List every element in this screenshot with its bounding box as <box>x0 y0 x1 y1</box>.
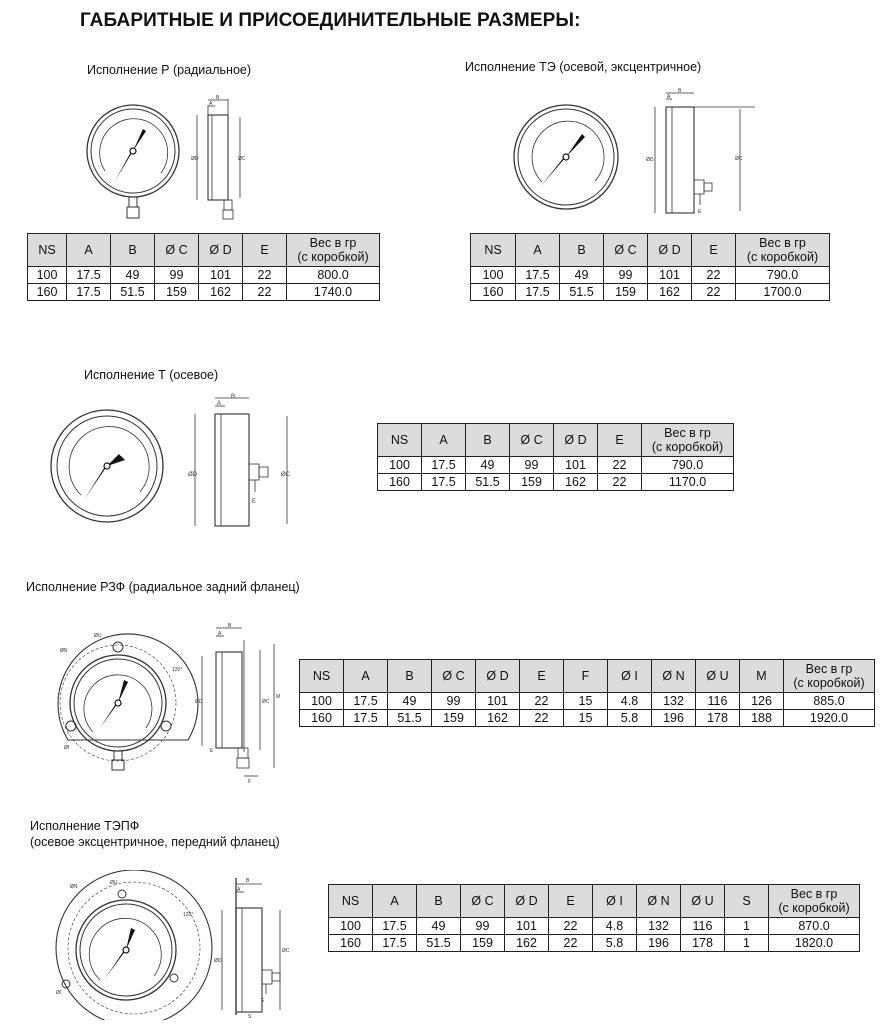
dim-label-i: ØI <box>64 745 70 751</box>
table-cell: 99 <box>432 693 476 710</box>
dim-label-angle: 120° <box>183 912 194 918</box>
table-header-cell: Ø U <box>681 885 725 918</box>
table-header-cell: NS <box>329 885 373 918</box>
table-cell: 99 <box>604 267 648 284</box>
table-cell: 101 <box>554 457 598 474</box>
dim-label-a: A <box>237 887 241 893</box>
table-cell: 22 <box>549 918 593 935</box>
dim-label-a: A <box>217 401 222 407</box>
table-header-cell: B <box>388 660 432 693</box>
dim-label-e: E <box>252 499 257 505</box>
table-cell: 100 <box>28 267 67 284</box>
spec-table-te <box>470 233 830 301</box>
table-cell: 17.5 <box>67 284 111 301</box>
table-cell: 160 <box>471 284 516 301</box>
table-header-cell: M <box>740 660 784 693</box>
table-cell: 159 <box>432 710 476 727</box>
table-cell: 15 <box>564 710 608 727</box>
table-header-row <box>471 234 830 267</box>
table-cell: 159 <box>461 935 505 952</box>
table-cell: 1 <box>725 918 769 935</box>
table-cell: 5.8 <box>593 935 637 952</box>
table-header-cell: Ø C <box>510 424 554 457</box>
table-cell: 17.5 <box>344 710 388 727</box>
dim-label-e: E <box>698 209 702 215</box>
table-cell: 51.5 <box>111 284 155 301</box>
dim-label-b: B <box>231 394 236 400</box>
table-row <box>300 693 875 710</box>
table-cell: 17.5 <box>344 693 388 710</box>
gauge-drawing-front-flange <box>38 870 303 1020</box>
table-cell: 116 <box>696 693 740 710</box>
section-caption-te: Исполнение ТЭ (осевой, эксцентричное) <box>465 60 702 74</box>
page-title: ГАБАРИТНЫЕ И ПРИСОЕДИНИТЕЛЬНЫЕ РАЗМЕРЫ: <box>80 10 581 31</box>
table-header-cell: F <box>564 660 608 693</box>
table-cell: 160 <box>329 935 373 952</box>
table-header-cell: Ø U <box>696 660 740 693</box>
table-header-cell: Ø C <box>432 660 476 693</box>
table-cell: 22 <box>243 284 287 301</box>
table-header-cell: B <box>560 234 604 267</box>
table-header-cell: B <box>466 424 510 457</box>
table-cell: 162 <box>505 935 549 952</box>
table-header-cell: E <box>549 885 593 918</box>
table-cell: 17.5 <box>422 457 466 474</box>
table-cell: 100 <box>329 918 373 935</box>
table-cell: 160 <box>28 284 67 301</box>
table-cell: 196 <box>652 710 696 727</box>
dim-label-d: ØD <box>195 699 203 705</box>
table-cell: 22 <box>520 710 564 727</box>
table-header-cell: E <box>520 660 564 693</box>
table-header-cell: Вес в гр (с коробкой) <box>736 234 830 267</box>
table-header-cell: Ø I <box>608 660 652 693</box>
spec-table-t <box>377 423 734 491</box>
section-caption-t: Исполнение Т (осевое) <box>84 368 219 382</box>
table-header-cell: A <box>373 885 417 918</box>
table-header-cell: Ø C <box>461 885 505 918</box>
table-cell: 162 <box>199 284 243 301</box>
dim-label-d: ØD <box>188 472 197 478</box>
table-cell: 22 <box>243 267 287 284</box>
spec-table-rzf <box>299 659 875 727</box>
table-header-cell: A <box>344 660 388 693</box>
table-row <box>300 710 875 727</box>
table-cell: 162 <box>648 284 692 301</box>
dim-label-c: ØC <box>281 472 290 478</box>
table-cell: 51.5 <box>388 710 432 727</box>
table-cell: 17.5 <box>516 267 560 284</box>
table-row <box>329 935 860 952</box>
table-header-cell: A <box>67 234 111 267</box>
table-cell: 22 <box>520 693 564 710</box>
table-header-cell: S <box>725 885 769 918</box>
table-cell: 5.8 <box>608 710 652 727</box>
dim-label-c: ØC <box>735 156 743 162</box>
dim-label-a: A <box>667 94 671 100</box>
table-header-cell: Вес в гр (с коробкой) <box>769 885 860 918</box>
table-cell: 100 <box>378 457 422 474</box>
dim-label-d: ØD <box>646 157 654 163</box>
gauge-drawing-axial <box>45 392 300 532</box>
dim-label-a: A <box>209 101 213 107</box>
table-cell: 17.5 <box>516 284 560 301</box>
gauge-drawing-radial <box>85 93 245 223</box>
table-cell: 132 <box>652 693 696 710</box>
dim-label-d: ØD <box>214 958 222 964</box>
table-cell: 22 <box>598 457 642 474</box>
dim-label-f: F <box>248 779 252 785</box>
table-cell: 116 <box>681 918 725 935</box>
dim-label-c: ØC <box>262 699 270 705</box>
dim-label-i: ØI <box>56 990 62 996</box>
table-cell: 49 <box>466 457 510 474</box>
dim-label-e: E <box>210 748 214 754</box>
table-cell: 870.0 <box>769 918 860 935</box>
table-cell: 126 <box>740 693 784 710</box>
table-cell: 22 <box>598 474 642 491</box>
dim-label-s: S <box>248 1014 252 1020</box>
table-cell: 4.8 <box>593 918 637 935</box>
table-header-cell: Вес в гр (с коробкой) <box>287 234 380 267</box>
table-cell: 1820.0 <box>769 935 860 952</box>
table-row <box>28 284 380 301</box>
table-cell: 178 <box>681 935 725 952</box>
table-header-cell: B <box>111 234 155 267</box>
table-header-cell: Ø I <box>593 885 637 918</box>
table-header-cell: Ø D <box>476 660 520 693</box>
dim-label-b: B <box>678 88 682 94</box>
table-cell: 159 <box>155 284 199 301</box>
table-header-cell: Ø D <box>505 885 549 918</box>
table-header-cell: Ø N <box>637 885 681 918</box>
table-row <box>378 457 734 474</box>
table-header-cell: Ø C <box>155 234 199 267</box>
table-cell: 99 <box>461 918 505 935</box>
dim-label-a: A <box>218 631 222 637</box>
table-header-cell: Вес в гр (с коробкой) <box>784 660 875 693</box>
table-cell: 790.0 <box>736 267 830 284</box>
table-row <box>471 284 830 301</box>
table-header-cell: NS <box>378 424 422 457</box>
dim-label-b: B <box>228 623 232 629</box>
table-cell: 160 <box>378 474 422 491</box>
section-caption-p: Исполнение Р (радиальное) <box>87 63 252 77</box>
table-cell: 101 <box>476 693 520 710</box>
spec-table-p <box>27 233 380 301</box>
table-header-cell: A <box>516 234 560 267</box>
table-row <box>329 918 860 935</box>
table-cell: 101 <box>199 267 243 284</box>
table-cell: 101 <box>648 267 692 284</box>
table-header-cell: Ø C <box>604 234 648 267</box>
dim-label-c: ØC <box>282 948 290 954</box>
table-header-cell: E <box>598 424 642 457</box>
table-cell: 1740.0 <box>287 284 380 301</box>
gauge-drawing-rear-flange <box>38 600 288 785</box>
table-header-row <box>28 234 380 267</box>
table-cell: 159 <box>510 474 554 491</box>
table-cell: 49 <box>417 918 461 935</box>
table-cell: 885.0 <box>784 693 875 710</box>
table-cell: 17.5 <box>373 935 417 952</box>
table-cell: 132 <box>637 918 681 935</box>
table-cell: 178 <box>696 710 740 727</box>
table-cell: 162 <box>476 710 520 727</box>
table-header-cell: E <box>243 234 287 267</box>
table-cell: 17.5 <box>67 267 111 284</box>
table-cell: 22 <box>692 284 736 301</box>
table-row <box>471 267 830 284</box>
section-caption-rzf: Исполнение РЗФ (радиальное задний фланец) <box>26 580 300 594</box>
table-cell: 49 <box>388 693 432 710</box>
dim-label-c: ØC <box>238 156 245 162</box>
table-cell: 100 <box>471 267 516 284</box>
table-cell: 1700.0 <box>736 284 830 301</box>
table-cell: 15 <box>564 693 608 710</box>
table-header-cell: E <box>692 234 736 267</box>
table-row <box>28 267 380 284</box>
table-header-cell: B <box>417 885 461 918</box>
table-header-row <box>378 424 734 457</box>
table-header-row <box>300 660 875 693</box>
dim-label-u: ØU <box>94 633 102 639</box>
table-cell: 17.5 <box>373 918 417 935</box>
table-cell: 49 <box>111 267 155 284</box>
table-header-row <box>329 885 860 918</box>
table-cell: 51.5 <box>417 935 461 952</box>
table-header-cell: NS <box>300 660 344 693</box>
table-header-cell: NS <box>471 234 516 267</box>
table-cell: 188 <box>740 710 784 727</box>
table-cell: 99 <box>155 267 199 284</box>
table-header-cell: Ø D <box>554 424 598 457</box>
dim-label-m: M <box>276 694 281 700</box>
table-cell: 162 <box>554 474 598 491</box>
table-cell: 1 <box>725 935 769 952</box>
table-cell: 790.0 <box>642 457 734 474</box>
table-cell: 1920.0 <box>784 710 875 727</box>
table-cell: 51.5 <box>560 284 604 301</box>
table-header-cell: Вес в гр (с коробкой) <box>642 424 734 457</box>
table-header-cell: A <box>422 424 466 457</box>
gauge-drawing-eccentric <box>510 85 760 225</box>
table-cell: 196 <box>637 935 681 952</box>
table-header-cell: Ø D <box>648 234 692 267</box>
table-cell: 17.5 <box>422 474 466 491</box>
table-header-cell: Ø D <box>199 234 243 267</box>
section-caption-tepf: Исполнение ТЭПФ (осевое эксцентричное, передний фланец) <box>30 819 280 849</box>
table-cell: 100 <box>300 693 344 710</box>
dim-label-b: B <box>216 95 220 101</box>
table-cell: 101 <box>505 918 549 935</box>
spec-table-tepf <box>328 884 860 952</box>
table-cell: 800.0 <box>287 267 380 284</box>
table-cell: 160 <box>300 710 344 727</box>
table-row <box>378 474 734 491</box>
table-cell: 4.8 <box>608 693 652 710</box>
table-cell: 1170.0 <box>642 474 734 491</box>
dim-label-u: ØU <box>110 880 118 886</box>
dim-label-b: B <box>246 878 250 884</box>
table-cell: 159 <box>604 284 648 301</box>
table-header-cell: NS <box>28 234 67 267</box>
dim-label-n: ØN <box>60 648 68 654</box>
table-cell: 99 <box>510 457 554 474</box>
table-header-cell: Ø N <box>652 660 696 693</box>
dim-label-angle: 120° <box>172 667 183 673</box>
dim-label-e: E <box>261 998 265 1004</box>
table-cell: 49 <box>560 267 604 284</box>
table-cell: 51.5 <box>466 474 510 491</box>
table-cell: 22 <box>549 935 593 952</box>
dim-label-n: ØN <box>70 884 78 890</box>
table-cell: 22 <box>692 267 736 284</box>
dim-label-d: ØD <box>191 156 199 162</box>
